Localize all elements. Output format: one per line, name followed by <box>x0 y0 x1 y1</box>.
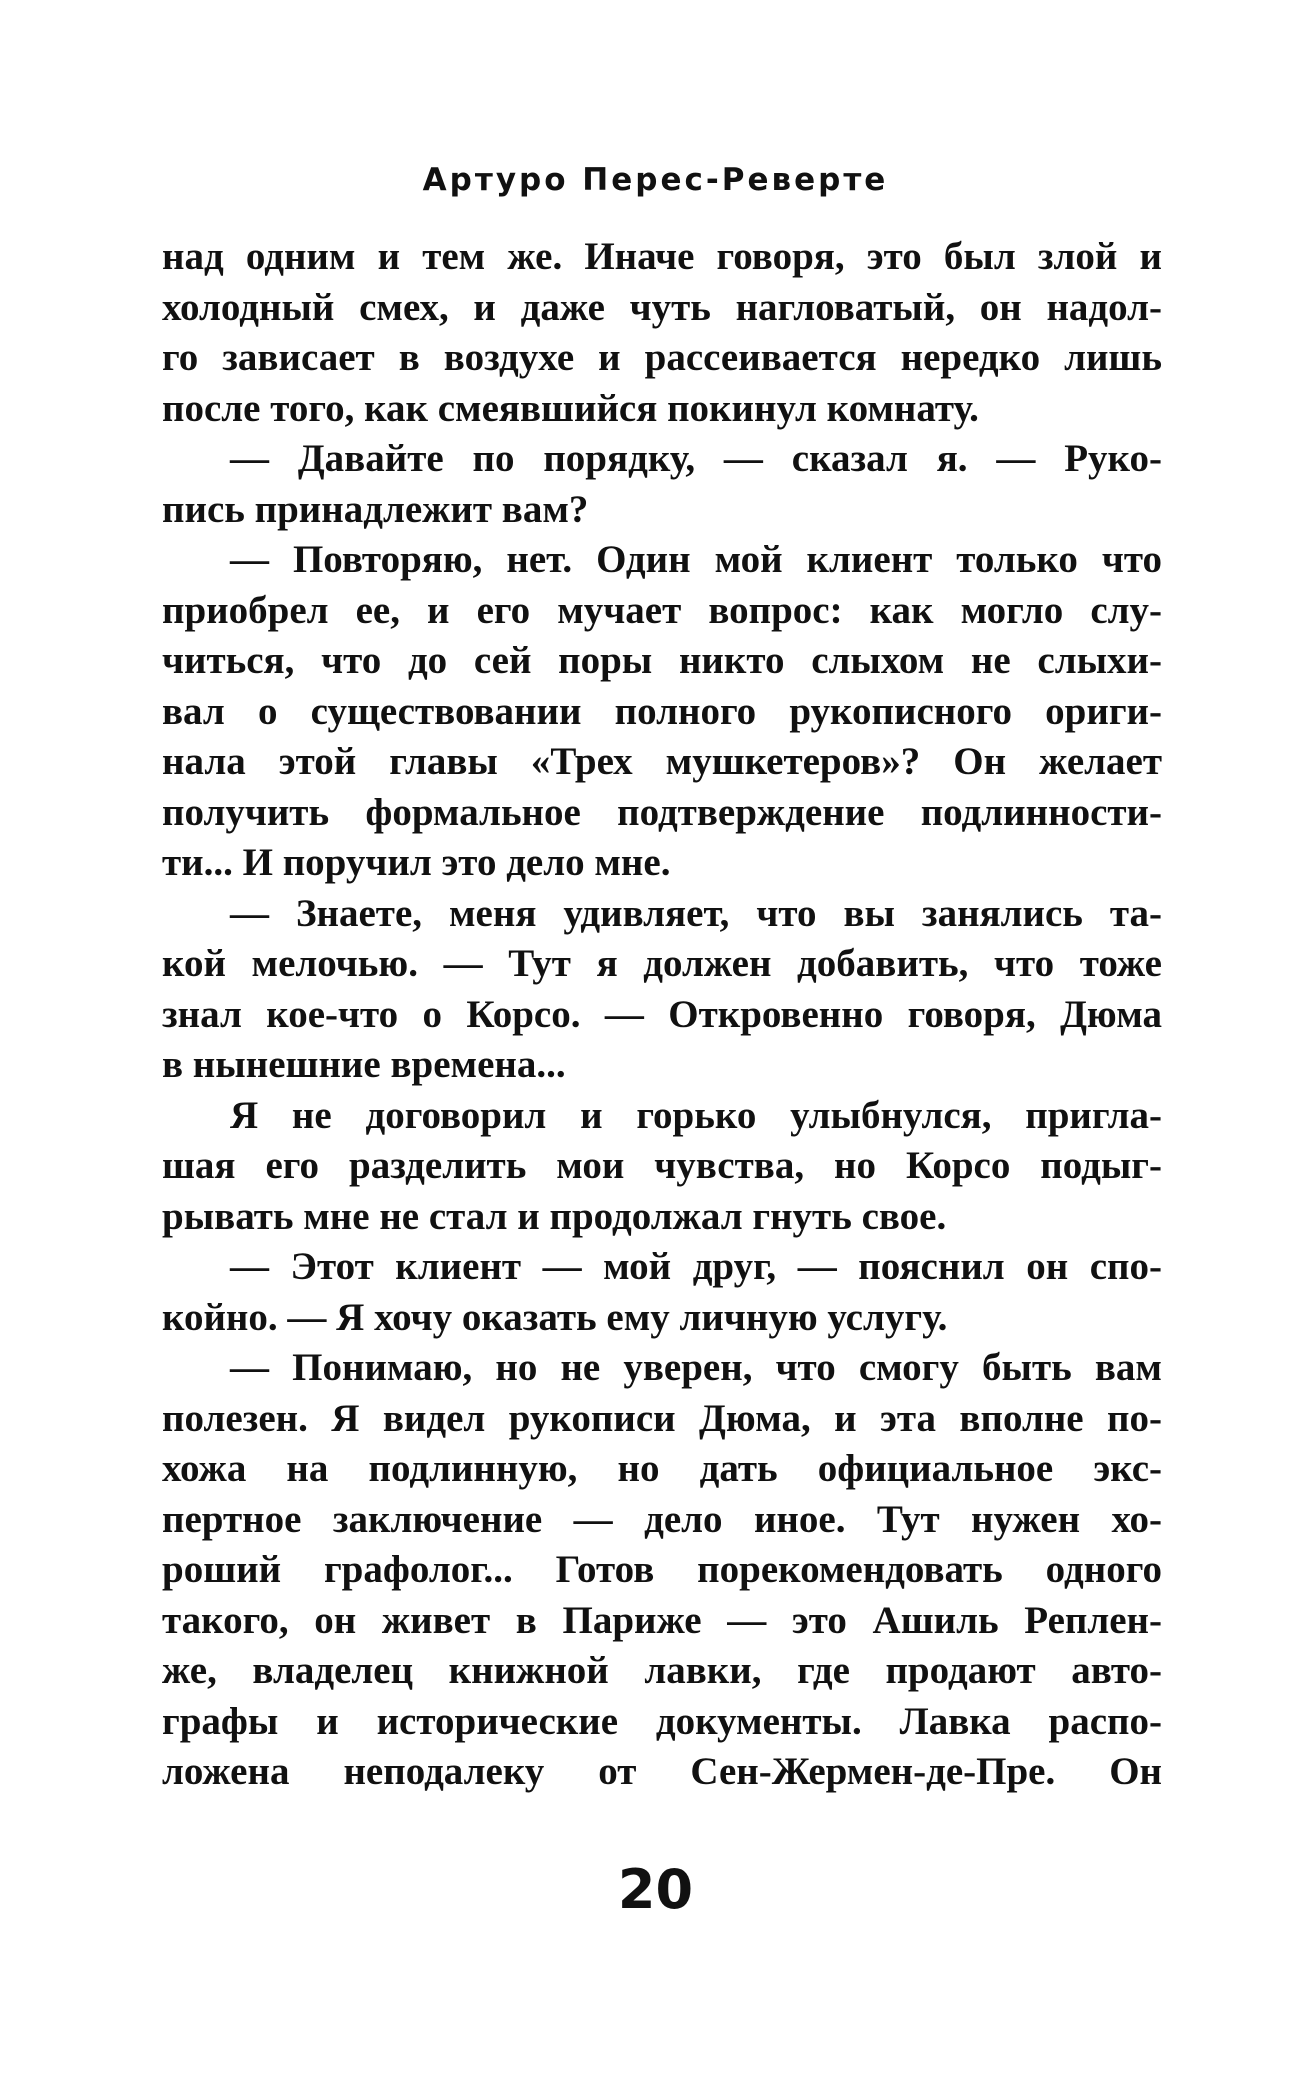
text-line: полезен. Я видел рукописи Дюма, и эта вполне по- <box>162 1396 1162 1440</box>
text-line: ти... И поручил это дело мне. <box>162 841 671 884</box>
text-line: — Давайте по порядку, — сказал я. — Руко- <box>230 437 1162 480</box>
text-line: знал кое-что о Корсо. — Откровенно говоря, Дюма <box>162 992 1162 1036</box>
text-line: шая его разделить мои чувства, но Корсо подыг- <box>162 1144 1162 1187</box>
text-line: вал о существовании полного рукописного ориги- <box>162 689 1162 733</box>
text-line: над одним и тем же. Иначе говоря, это был злой и <box>162 235 1162 278</box>
text-line: — Повторяю, нет. Один мой клиент только что <box>230 538 1162 581</box>
text-line: Я не договорил и горько улыбнулся, пригла- <box>230 1093 1162 1137</box>
text-line: — Этот клиент — мой друг, — пояснил он спо- <box>230 1245 1162 1288</box>
page-number: 20 <box>617 1858 694 1921</box>
text-line: — Понимаю, но не уверен, что смогу быть вам <box>230 1346 1162 1389</box>
text-line: графы и исторические документы. Лавка распо- <box>162 1699 1162 1743</box>
text-line: роший графолог... Готов порекомендовать одного <box>162 1548 1162 1591</box>
text-line: нала этой главы «Трех мушкетеров»? Он желает <box>162 740 1162 783</box>
text-line: — Знаете, меня удивляет, что вы занялись та- <box>230 891 1162 935</box>
text-line: читься, что до сей поры никто слыхом не слыхи- <box>162 639 1162 682</box>
text-line: кой мелочью. — Тут я должен добавить, что тоже <box>162 942 1162 985</box>
text-line: получить формальное подтверждение подлинности- <box>162 790 1162 834</box>
text-line: го зависает в воздухе и рассеивается нередко лишь <box>162 336 1162 379</box>
text-line: холодный смех, и даже чуть нагловатый, он надол- <box>162 285 1162 329</box>
running-header: Артуро Перес-Реверте <box>422 162 889 198</box>
text-line: в нынешние времена... <box>162 1043 566 1086</box>
text-line: ложена неподалеку от Сен-Жермен-де-Пре. Он <box>162 1750 1162 1793</box>
body-text <box>162 232 1162 1798</box>
text-line: койно. — Я хочу оказать ему личную услугу. <box>162 1295 948 1339</box>
text-line: же, владелец книжной лавки, где продают авто- <box>162 1649 1162 1692</box>
text-line: после того, как смеявшийся покинул комнату. <box>162 386 979 430</box>
text-line: хожа на подлинную, но дать официальное экс- <box>162 1447 1162 1490</box>
text-line: рывать мне не стал и продолжал гнуть свое. <box>162 1194 947 1238</box>
text-line: пись принадлежит вам? <box>162 487 589 531</box>
text-line: пертное заключение — дело иное. Тут нужен хо- <box>162 1497 1162 1541</box>
text-line: такого, он живет в Париже — это Ашиль Реплен- <box>162 1598 1162 1642</box>
text-line: приобрел ее, и его мучает вопрос: как могло слу- <box>162 588 1162 632</box>
